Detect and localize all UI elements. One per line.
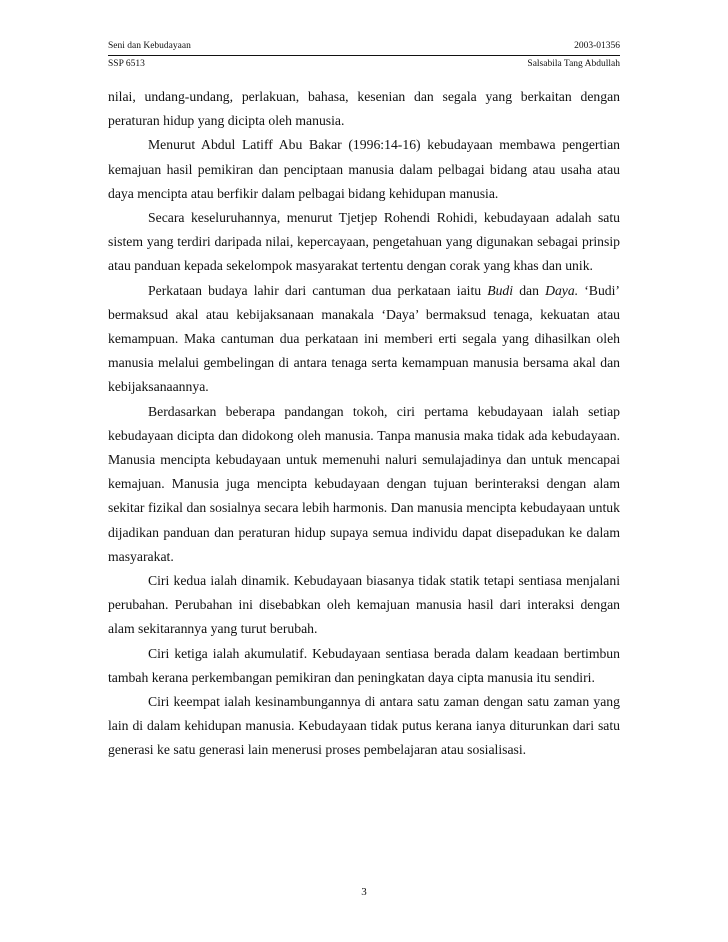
header-top-row [108, 40, 620, 56]
paragraph-4-text-after: ‘Budi’ bermaksud akal atau kebijaksanaan manakala ‘Daya’ bermaksud tenaga, kekuatan atau kemampuan. Maka cantuman dua perkataan ini memberi erti segala yang dihasilkan oleh manusia melalui gembelingan di antara tenaga serta kemampuan manusia bersama akal dan kebijaksanaannya. [108, 282, 620, 395]
header-bottom-row [108, 56, 620, 70]
document-body [108, 85, 620, 763]
paragraph-4-text-middle: dan [513, 282, 546, 298]
paragraph-4-text-before: Perkataan budaya lahir dari cantuman dua perkataan iaitu [148, 282, 488, 298]
paragraph-2: Menurut Abdul Latiff Abu Bakar (1996:14-16) kebudayaan membawa pengertian kemajuan hasil pemikiran dan penciptaan manusia dalam pelbagai bidang atau usaha atau daya mencipta atau berfikir dalam pelbagai bidang kehidupan manusia. [108, 137, 620, 201]
paragraph-7: Ciri ketiga ialah akumulatif. Kebudayaan sentiasa berada dalam keadaan bertimbun tambah kerana perkembangan pemikiran dan peningkatan daya cipta manusia itu sendiri. [108, 645, 620, 685]
term-budi: Budi [487, 282, 514, 298]
paragraph-8: Ciri keempat ialah kesinambungannya di antara satu zaman dengan satu zaman yang lain di dalam kehidupan manusia. Kebudayaan tidak putus kerana ianya diturunkan dari satu generasi ke satu generasi lain menerusi proses pembelajaran atau sosialisasi. [108, 694, 620, 758]
course-title: Seni dan Kebudayaan [108, 41, 191, 51]
page-number: 3 [361, 886, 367, 898]
running-header [108, 40, 620, 70]
paragraph-6: Ciri kedua ialah dinamik. Kebudayaan biasanya tidak statik tetapi sentiasa menjalani perubahan. Perubahan ini disebabkan oleh kemajuan manusia hasil dari interaksi dengan alam sekitarannya yang turut berubah. [108, 573, 620, 637]
paragraph-1: nilai, undang-undang, perlakuan, bahasa, kesenian dan segala yang berkaitan dengan peraturan hidup yang dicipta oleh manusia. [108, 89, 620, 129]
student-id: 2003-01356 [574, 41, 620, 51]
paragraph-5: Berdasarkan beberapa pandangan tokoh, ciri pertama kebudayaan ialah setiap kebudayaan dicipta dan didokong oleh manusia. Tanpa manusia maka tidak ada kebudayaan. Manusia mencipta kebudayaan untuk memenuhi naluri semulajadinya dan untuk mencapai kemajuan. Manusia juga mencipta kebudayaan dengan tujuan berinteraksi dengan alam sekitar fizikal dan sosialnya secara lebih harmonis. Dan manusia mencipta kebudayaan untuk dijadikan panduan dan peraturan hidup supaya semua individu dapat disepadukan ke dalam masyarakat. [108, 403, 620, 564]
course-code: SSP 6513 [108, 59, 145, 69]
paragraph-3: Secara keseluruhannya, menurut Tjetjep Rohendi Rohidi, kebudayaan adalah satu sistem yang terdiri daripada nilai, kepercayaan, pengetahuan yang digunakan sebagai prinsip atau panduan kepada sekelompok masyarakat tertentu dengan corak yang khas dan unik. [108, 210, 620, 274]
paragraph-4 [108, 279, 620, 400]
author-name: Salsabila Tang Abdullah [527, 59, 620, 69]
term-daya: Daya. [545, 282, 579, 298]
